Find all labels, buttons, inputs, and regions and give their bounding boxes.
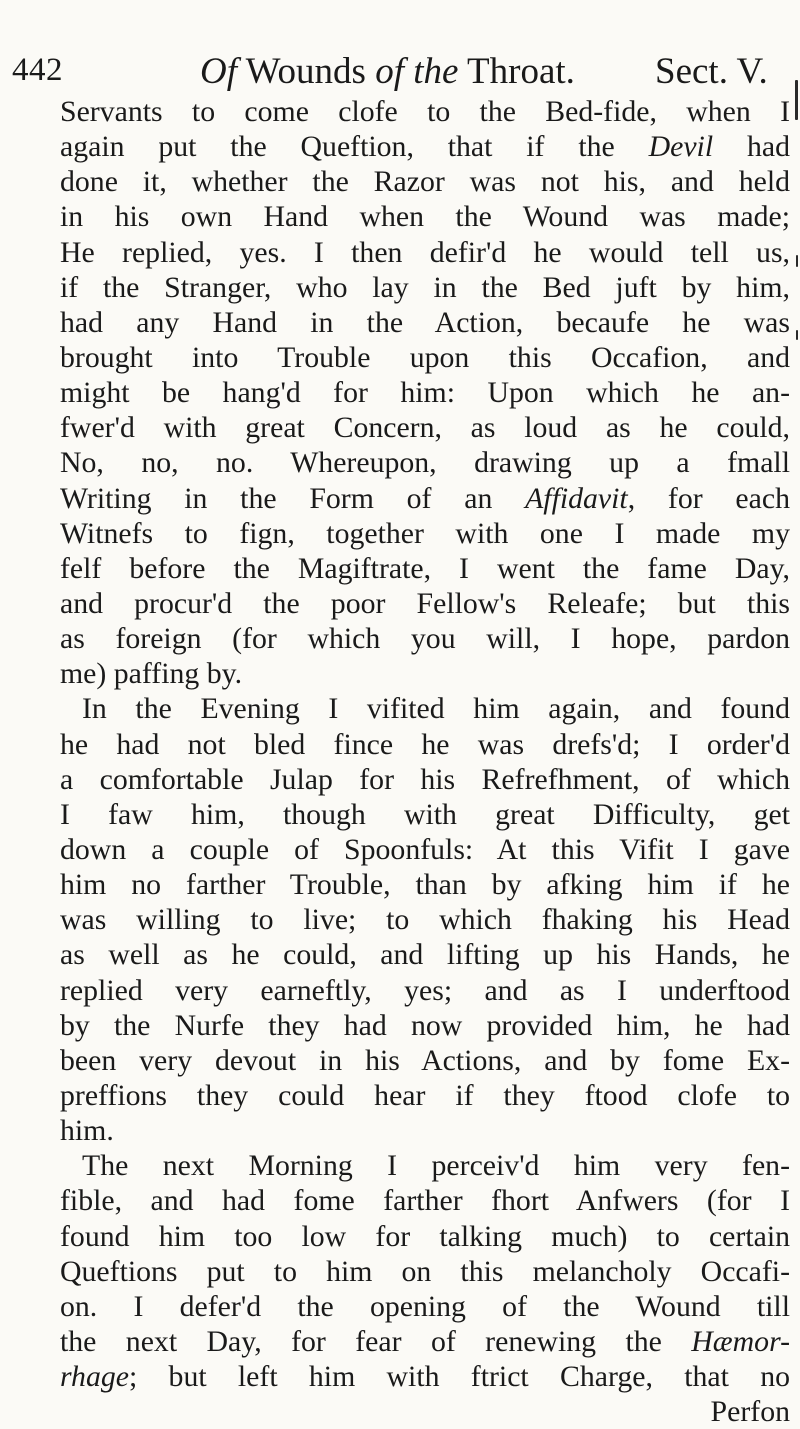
text-line: Queftions put to him on this melancholy Occafi-: [60, 1254, 790, 1288]
text-line: in his own Hand when the Wound was made;: [60, 200, 790, 234]
text-line: done it, whether the Razor was not his, and held: [60, 165, 790, 199]
text-line: Servants to come clofe to the Bed-fide, when I: [60, 95, 790, 128]
text-line: down a couple of Spoonfuls: At this Vifit I gave: [60, 832, 790, 866]
text-line: I faw him, though with great Difficulty, get: [60, 797, 790, 831]
title-word-wounds: Wounds: [237, 51, 376, 92]
text-line: might be hang'd for him: Upon which he an-: [60, 376, 790, 410]
title-words-of-the: of the: [375, 51, 459, 92]
page-number: 442: [12, 52, 63, 88]
text-line: Writing in the Form of an Affidavit, for each: [60, 481, 790, 515]
text-line: replied very earneftly, yes; and as I underftood: [60, 973, 790, 1007]
text-line: felf before the Magiftrate, I went the fame Day,: [60, 551, 790, 585]
page-edge-shadow: [796, 255, 798, 267]
text-line: preffions they could hear if they ftood clofe to: [60, 1078, 790, 1112]
text-line: as well as he could, and lifting up his Hands, he: [60, 938, 790, 972]
text-line: me) paffing by.: [60, 657, 243, 691]
text-line: fwer'd with great Concern, as loud as he could,: [60, 411, 790, 445]
chapter-title: [200, 50, 575, 93]
text-line: and procur'd the poor Fellow's Releafe; but this: [60, 586, 790, 620]
text-line: the next Day, for fear of renewing the Hæmor-: [60, 1324, 790, 1358]
text-line: The next Morning I perceiv'd him very fen-: [82, 1149, 790, 1183]
text-line: fible, and had fome farther fhort Anfwers (for I: [60, 1184, 790, 1218]
text-line: by the Nurfe they had now provided him, he had: [60, 1008, 790, 1042]
text-line: In the Evening I vifited him again, and found: [82, 692, 790, 726]
text-line: if the Stranger, who lay in the Bed juft by him,: [60, 270, 790, 304]
text-line: was willing to live; to which fhaking his Head: [60, 903, 790, 937]
catchword: Perfon: [710, 1395, 790, 1429]
text-line: a comfortable Julap for his Refrefhment, of which: [60, 762, 790, 796]
text-line: he had not bled fince he was drefs'd; I order'd: [60, 727, 790, 761]
page-edge-shadow: [795, 80, 798, 120]
text-line: had any Hand in the Action, becaufe he was: [60, 305, 790, 339]
text-line: him.: [60, 1114, 114, 1148]
body-text: [60, 94, 790, 1429]
text-line: He replied, yes. I then defir'd he would tell us,: [60, 235, 790, 269]
text-line: found him too low for talking much) to certain: [60, 1219, 790, 1253]
text-line: been very devout in his Actions, and by fome Ex-: [60, 1043, 790, 1077]
running-head: [0, 50, 800, 100]
text-line: again put the Queftion, that if the Devil had: [60, 130, 790, 164]
text-line: No, no, no. Whereupon, drawing up a fmall: [60, 446, 790, 480]
text-line: rhage; but left him with ftrict Charge, that no: [60, 1360, 790, 1394]
text-line: Witnefs to fign, together with one I made my: [60, 516, 790, 550]
text-line: on. I defer'd the opening of the Wound till: [60, 1289, 790, 1323]
section-number: Sect. V.: [655, 51, 768, 92]
page-edge-shadow: [796, 330, 798, 340]
text-line: as foreign (for which you will, I hope, pardon: [60, 622, 790, 656]
title-word-of: Of: [200, 51, 237, 92]
text-line: him no farther Trouble, than by afking him if he: [60, 868, 790, 902]
text-line: brought into Trouble upon this Occafion, and: [60, 340, 790, 374]
title-word-throat: Throat.: [458, 51, 575, 92]
